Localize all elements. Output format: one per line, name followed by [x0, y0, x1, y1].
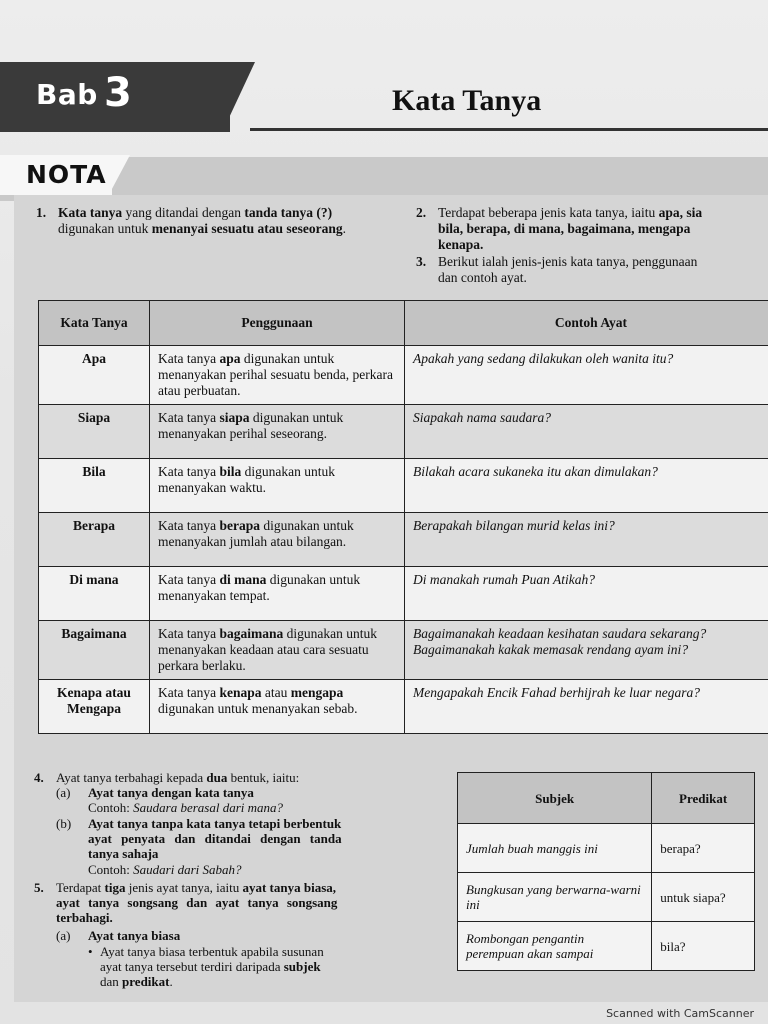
table-row	[39, 567, 768, 621]
sub-heading: ayat penyata dan ditandai dengan tanda	[88, 831, 342, 846]
subjek-cell: Bungkusan yang berwarna-warni ini	[458, 873, 652, 922]
item-number: 4.	[34, 770, 44, 785]
text-run: dan contoh ayat.	[438, 270, 527, 285]
bold-term: bila, berapa, di mana, bagaimana, mengapa	[438, 221, 691, 236]
text-run: Kata tanya	[158, 685, 220, 700]
text-run: digunakan untuk menanyakan perihal sesuatu benda, perkara atau perbuatan.	[158, 351, 394, 398]
intro-item-3	[416, 254, 768, 286]
bold-term: bagaimana	[219, 626, 284, 641]
example-text: Saudari dari Sabah?	[133, 862, 242, 877]
title-underline	[250, 128, 768, 131]
penggunaan-cell	[150, 513, 405, 567]
text-run: digunakan untuk menanyakan keadaan atau cara sesuatu perkara berlaku.	[158, 626, 377, 673]
sub-heading: tanya sahaja	[88, 846, 159, 861]
table-row	[458, 873, 755, 922]
predikat-cell: untuk siapa?	[652, 873, 755, 922]
text-run: Kata tanya	[158, 626, 220, 641]
text-run: atau	[261, 685, 291, 700]
predikat-cell: berapa?	[652, 824, 755, 873]
penggunaan-cell	[150, 567, 405, 621]
text-run: digunakan untuk	[58, 221, 152, 236]
table-row	[39, 621, 768, 680]
text-run: .	[169, 974, 173, 989]
text-run: dan	[100, 974, 123, 989]
bold-term: berapa	[219, 518, 260, 533]
item-number: 3.	[416, 254, 427, 269]
kata-tanya-cell: Bila	[39, 459, 150, 513]
subjek-cell: Jumlah buah manggis ini	[458, 824, 652, 873]
example-line	[88, 800, 283, 815]
chapter-number: 3	[104, 70, 132, 116]
bullet-line	[100, 959, 321, 974]
sub-heading: Ayat tanya tanpa kata tanya tetapi berbentuk	[88, 816, 342, 831]
table-header-row	[39, 301, 768, 346]
text-run: Bagaimanakah keadaan kesihatan saudara sekarang?	[413, 626, 707, 641]
text-run: Terdapat	[56, 880, 105, 895]
text-line	[56, 770, 299, 785]
penggunaan-cell	[150, 459, 405, 513]
subjek-predikat-table	[457, 772, 755, 971]
column-header: Subjek	[458, 773, 652, 824]
text-run: Kata tanya	[158, 572, 220, 587]
text-run: Berikut ialah jenis-jenis kata tanya, penggunaan	[438, 254, 698, 269]
table-row	[39, 346, 768, 405]
bold-term: di mana	[219, 572, 267, 587]
column-header: Predikat	[652, 773, 755, 824]
section-4	[34, 770, 384, 880]
intro-item-2	[416, 205, 768, 253]
bold-term: Kata tanya	[58, 205, 123, 220]
penggunaan-cell	[150, 621, 405, 680]
column-header: Kata Tanya	[39, 301, 150, 346]
scanner-watermark: Scanned with CamScanner	[606, 1007, 754, 1020]
example-text: Saudara berasal dari mana?	[133, 800, 284, 815]
kata-tanya-cell: Bagaimana	[39, 621, 150, 680]
bold-term: mengapa	[290, 685, 344, 700]
text-run: digunakan untuk menanyakan tempat.	[158, 572, 361, 603]
bold-term: tanda tanya (?)	[244, 205, 333, 220]
chapter-label: Bab	[36, 78, 98, 111]
text-run: Contoh:	[88, 862, 134, 877]
predikat-cell: bila?	[652, 922, 755, 971]
contoh-ayat-cell	[405, 621, 768, 680]
item-number: 1.	[36, 205, 47, 220]
intro-item-1	[36, 205, 396, 237]
section-5	[34, 880, 384, 1000]
contoh-ayat-cell: Mengapakah Encik Fahad berhijrah ke luar negara?	[405, 680, 768, 734]
text-run: yang ditandai dengan	[122, 205, 245, 220]
subjek-cell: Rombongan pengantin perempuan akan sampai	[458, 922, 652, 971]
sub-label: (a)	[56, 785, 71, 800]
table-row	[39, 405, 768, 459]
bold-term: apa	[219, 351, 241, 366]
bold-term: tiga	[104, 880, 126, 895]
penggunaan-cell	[150, 405, 405, 459]
table-row	[458, 824, 755, 873]
text-run: ayat tanya tersebut terdiri daripada	[100, 959, 284, 974]
text-run: Ayat tanya terbahagi kepada	[56, 770, 207, 785]
text-run: jenis ayat tanya, iaitu	[125, 880, 243, 895]
nota-label: NOTA	[26, 160, 107, 189]
column-header: Contoh Ayat	[405, 301, 768, 346]
contoh-ayat-cell: Di manakah rumah Puan Atikah?	[405, 567, 768, 621]
text-run: digunakan untuk menanyakan perihal seseorang.	[158, 410, 344, 441]
text-run: bentuk, iaitu:	[227, 770, 300, 785]
text-run: digunakan untuk menanyakan waktu.	[158, 464, 335, 495]
item-number: 5.	[34, 880, 44, 895]
sub-label: (b)	[56, 816, 72, 831]
bold-term: siapa	[219, 410, 250, 425]
column-header: Penggunaan	[150, 301, 405, 346]
text-run: Terdapat beberapa jenis kata tanya, iaitu	[438, 205, 659, 220]
bold-term: apa, sia	[658, 205, 703, 220]
sub-heading: Ayat tanya biasa	[88, 928, 181, 943]
chapter-title: Kata Tanya	[392, 84, 542, 117]
table-row	[39, 680, 768, 734]
penggunaan-cell	[150, 680, 405, 734]
kata-tanya-cell: Di mana	[39, 567, 150, 621]
bold-term: subjek	[283, 959, 321, 974]
kata-tanya-table	[38, 300, 768, 734]
text-run: digunakan untuk menanyakan sebab.	[158, 701, 358, 716]
text-run: Kata tanya	[158, 518, 220, 533]
bold-term: kenapa.	[438, 237, 484, 252]
bullet-icon: •	[88, 944, 93, 959]
table-row	[39, 459, 768, 513]
sub-heading: Ayat tanya dengan kata tanya	[88, 785, 254, 800]
bold-term: menanyai sesuatu atau seseorang	[151, 221, 343, 236]
item-text	[58, 205, 396, 237]
item-text	[438, 205, 768, 253]
kata-tanya-cell: Siapa	[39, 405, 150, 459]
text-run: Bagaimanakah kakak memasak rendang ayam ini?	[413, 642, 689, 657]
text-line	[56, 880, 336, 895]
table-row	[39, 513, 768, 567]
text-line: terbahagi.	[56, 910, 113, 925]
bullet-line	[100, 974, 173, 989]
bold-term: dua	[206, 770, 228, 785]
bullet-line: Ayat tanya biasa terbentuk apabila susunan	[100, 944, 324, 959]
text-run: .	[342, 221, 347, 236]
kata-tanya-cell: Apa	[39, 346, 150, 405]
bold-term: ayat tanya biasa,	[242, 880, 337, 895]
table-header-row	[458, 773, 755, 824]
text-run: digunakan untuk menanyakan jumlah atau bilangan.	[158, 518, 354, 549]
contoh-ayat-cell: Berapakah bilangan murid kelas ini?	[405, 513, 768, 567]
example-line	[88, 862, 242, 877]
penggunaan-cell	[150, 346, 405, 405]
item-text	[438, 254, 768, 286]
bold-term: bila	[219, 464, 242, 479]
item-number: 2.	[416, 205, 427, 220]
text-run: Kata tanya	[158, 351, 220, 366]
text-run: Kata tanya	[158, 410, 220, 425]
bold-term: predikat	[122, 974, 170, 989]
bold-term: kenapa	[219, 685, 262, 700]
contoh-ayat-cell: Bilakah acara sukaneka itu akan dimulakan?	[405, 459, 768, 513]
contoh-ayat-cell: Siapakah nama saudara?	[405, 405, 768, 459]
text-run: Kata tanya	[158, 464, 220, 479]
kata-tanya-cell: Berapa	[39, 513, 150, 567]
table-row	[458, 922, 755, 971]
text-line: ayat tanya songsang dan ayat tanya songsang	[56, 895, 338, 910]
text-run: Contoh:	[88, 800, 134, 815]
contoh-ayat-cell: Apakah yang sedang dilakukan oleh wanita itu?	[405, 346, 768, 405]
sub-label: (a)	[56, 928, 71, 943]
kata-tanya-cell: Kenapa atau Mengapa	[39, 680, 150, 734]
